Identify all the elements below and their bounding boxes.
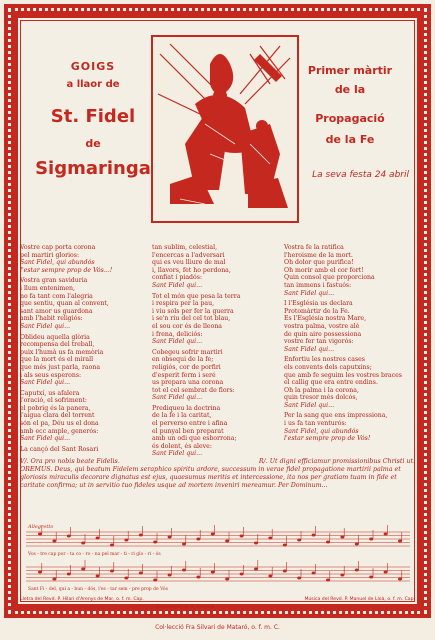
lyric-line-1: Vos - tre cap por - ta co - ro - na pel mar - ti - ri glo - ri - ós (28, 552, 161, 557)
verse-line: Caputxí, us afalera (20, 389, 80, 397)
verse-line: Enfortiu les nostres cases (284, 356, 365, 364)
verse-line: que amb fe seguim les vostres braces (284, 371, 402, 379)
verse-line: religiós, cor de porfiri (152, 363, 221, 371)
note-head (268, 575, 272, 578)
music-credit: Música del Revd. P. Manuel de Lloà, o. f. m. Cap. (304, 597, 415, 602)
stanza (20, 277, 148, 330)
collection-footer: Col·lecció Fra Silvari de Mataró, o. f. m. C. (155, 624, 280, 631)
verse-line: puix l'humà us fa memòria (20, 348, 104, 356)
verse-line: La cançó del Sant Rosari (20, 445, 99, 453)
music-notation (22, 520, 414, 594)
verse-line: l'estar sempre prop de Vós! (284, 435, 371, 443)
verse-line: són el pa, Déu us el dona (20, 420, 99, 428)
verse-column-2 (152, 244, 280, 461)
verse-line: amb un odi que esborrona; (152, 435, 237, 443)
verse-line: Sant Fidel qui... (20, 322, 71, 330)
note-head (124, 539, 128, 542)
verse-line: Sant Fidel qui... (152, 394, 203, 402)
note-head (182, 543, 186, 546)
note-head (139, 534, 143, 537)
stanza (152, 349, 280, 402)
tempo-mark: Allegretto (28, 524, 54, 530)
note-head (283, 544, 287, 547)
feast-date: La seva festa 24 abril (312, 170, 409, 180)
lyrics-credit: Lletra del Revd. P. Hilari d'Arenys de Mar, o. f. m. Cap. (20, 597, 144, 602)
verse-line: d'esperit ferm i seré (152, 371, 216, 379)
verse-line: i, llavors, fet ho perdona, (152, 266, 231, 274)
note-head (326, 579, 330, 582)
note-head (384, 533, 388, 536)
note-head (384, 571, 388, 574)
verse-line: Vostre cap porta corona (20, 244, 96, 251)
place-name: Sigmaringa (35, 158, 151, 179)
title-block (28, 60, 158, 179)
verses-section (20, 244, 415, 456)
goigs-heading: GOIGS (70, 60, 116, 73)
note-head (196, 576, 200, 579)
verse-line: i llum entenimen, (20, 284, 75, 292)
stanza (20, 244, 148, 274)
note-head (297, 539, 301, 542)
note-head (182, 569, 186, 572)
note-head (211, 571, 215, 574)
martyrdom-woodcut (150, 34, 300, 224)
verse-line: en obsequi de la fe; (152, 356, 214, 364)
note-head (355, 569, 359, 572)
note-head (81, 568, 85, 571)
note-head (268, 537, 272, 540)
verse-line: i us fa tan venturós: (284, 420, 347, 428)
verse-line: i viu sols per fer la guerra (152, 307, 234, 315)
note-head (312, 572, 316, 575)
note-head (139, 572, 143, 575)
note-head (355, 543, 359, 546)
note-head (153, 541, 157, 544)
note-head (398, 540, 402, 543)
subtitle-line1: Primer màrtir (307, 64, 393, 77)
a-llaor-de: a llaor de (66, 79, 120, 90)
verse-line: amb l'habit religiós: (20, 315, 83, 323)
subtitle-line4: de la Fe (325, 133, 375, 146)
verse-line: Sant Fidel, qui abundós (20, 259, 95, 267)
verse-line: el callig que era entre endins. (284, 379, 378, 387)
verse-line: no fa tant com l'alegria (20, 292, 93, 300)
verse-line: Es l'Església nostra Mare, (284, 315, 367, 323)
note-head (52, 578, 56, 581)
stanza (284, 356, 412, 409)
verse-line: l'encercas a l'adversari (152, 251, 225, 259)
stanza (20, 446, 148, 454)
note-head (283, 570, 287, 573)
verse-line: Oh la palma i la corona, (284, 386, 359, 394)
verse-line: que més just parla, raona (20, 363, 101, 371)
verse-line: Per la sang que ens impressiona, (284, 412, 388, 420)
note-head (124, 577, 128, 580)
verse-line: Sant Fidel qui... (284, 345, 335, 353)
verse-line: Oh morir amb el cor fort! (284, 266, 364, 274)
note-head (211, 533, 215, 536)
verse-line: és dolent, és aleve: (152, 442, 212, 450)
verse-line: amb ecc ample, generós: (20, 427, 99, 435)
verse-line: Sant Fidel qui... (284, 401, 335, 409)
note-head (168, 574, 172, 577)
note-head (369, 538, 373, 541)
note-head (340, 574, 344, 577)
note-head (369, 576, 373, 579)
note-head (38, 571, 42, 574)
verse-line: tan sublim, celestial, (152, 244, 218, 251)
stanza (284, 300, 412, 353)
note-head (225, 578, 229, 581)
note-head (38, 533, 42, 536)
note-head (254, 542, 258, 545)
response: R/. Ut digni efficiamur promissionibus Christi ut. (258, 458, 415, 465)
note-head (340, 536, 344, 539)
verse-line: Vostra gran saviduria (20, 277, 88, 285)
verse-line: Oh dolor que purifica! (284, 259, 354, 267)
verse-line: vostra palma, vostre alè (284, 322, 360, 330)
stanza (284, 412, 412, 442)
oremus-prayer: OREMUS. Deus, qui beatum Fidelem seraphico spiritu ardore, successum in verae fidel propagatione martirii palma et gloriosis miraculis decorare dignatus est ejus, quaesumus meritis et intercessione, ita nos per gratiam tuam in fide et caritate confirma; ut in servitio tuo fideles usque ad mortem inveniri mereamur. Per Dominum... (20, 466, 401, 489)
verse-line: Prediqueu la doctrina (152, 404, 221, 412)
verse-line: tot el cel sembrat de flors: (152, 386, 235, 394)
oration (20, 458, 415, 490)
note-head (110, 570, 114, 573)
verse-line: l'heroisme de la mort. (284, 251, 353, 259)
verse-line: de quin aire possessiona (284, 330, 362, 338)
verse-line: us prepara una corona (152, 379, 224, 387)
saint-name: St. Fidel (50, 106, 136, 127)
note-head (196, 538, 200, 541)
note-head (96, 537, 100, 540)
engraving-credit: Gravament de R. Padrosa (156, 605, 215, 610)
note-head (312, 534, 316, 537)
verse-line: pel martiri glorios: (20, 251, 80, 259)
stanza (20, 390, 148, 443)
verse-line: el pobrig és la panera, (20, 404, 91, 412)
verse-line: quin tresor més dolcós, (284, 394, 358, 402)
note-head (153, 579, 157, 582)
verse-line: Quin consol que proporciona (284, 274, 375, 282)
verse-line: l'estar sempre prop de Vós...! (20, 266, 113, 274)
subtitle-line3: Propagació (315, 112, 385, 125)
verse-line: i als seus esperons: (20, 371, 82, 379)
note-head (398, 578, 402, 581)
verse-line: I l'Església us declara (284, 300, 353, 308)
verse-line: el punyal ben preparat (152, 427, 224, 435)
de-word: de (85, 137, 101, 150)
stanza (20, 334, 148, 387)
stanza (152, 405, 280, 458)
stanza (284, 244, 412, 297)
verse-line: Sant Fidel qui... (20, 435, 71, 443)
verse-line: i frena, deliciós: (152, 330, 203, 338)
verse-column-1 (20, 244, 148, 456)
stanza (152, 293, 280, 346)
verse-line: Sant Fidel qui... (284, 289, 335, 297)
verse-line: de la fe i la caritat, (152, 412, 212, 420)
verse-line: Sant Fidel qui... (152, 281, 203, 289)
subtitle-line2: de la (334, 83, 366, 96)
note-head (254, 568, 258, 571)
verse-line: Cobegeu sofrir martiri (152, 348, 223, 356)
note-head (52, 540, 56, 543)
note-head (168, 536, 172, 539)
note-head (110, 544, 114, 547)
verse-line: i respira per la pau, (152, 300, 215, 308)
sheet-content (20, 20, 415, 610)
verse-column-3 (284, 244, 412, 446)
verse-line: recompensa del treball, (20, 341, 95, 349)
note-head (96, 575, 100, 578)
verse-line: Sant Fidel qui... (152, 450, 203, 458)
note-head (326, 541, 330, 544)
verse-line: Sant Fidel qui... (152, 338, 203, 346)
verse-line: Oblideu aquella glòria (20, 333, 90, 341)
subtitle-block (291, 64, 409, 146)
verse-line: Vostra fe la ratifica (284, 244, 344, 251)
verse-line: sant amor us guardona (20, 307, 93, 315)
note-head (240, 535, 244, 538)
verse-line: el sou cor és de lleona (152, 322, 222, 330)
verse-line: qui es veu lliure de mal (152, 259, 226, 267)
note-head (67, 573, 71, 576)
stanza (152, 244, 280, 290)
lyric-line-2: Sant Fi - del, qui a - bun - dós, l'es - tar sem - pre prop de Vós (28, 587, 168, 592)
verse-line: tan immens i fastuós: (284, 281, 352, 289)
verse-line: que sentiu, quan al convent, (20, 300, 109, 308)
verse-line: i se'n riu del cel tot blau, (152, 315, 231, 323)
verse-line: Tot el món que pesa la terra (152, 292, 241, 300)
note-head (240, 573, 244, 576)
verse-line: vostre fer tan vigorós: (284, 338, 354, 346)
verse-line: el perverso entre i afina (152, 420, 228, 428)
verse-line: Protomàrtir de la Fe. (284, 307, 350, 315)
credits (20, 597, 415, 610)
verse-line: Sant Fidel qui... (20, 379, 71, 387)
verse-line: l'aigua clara del torrent (20, 412, 95, 420)
verse-line: l'oració, el sofriment: (20, 397, 87, 405)
note-head (225, 540, 229, 543)
note-head (67, 535, 71, 538)
verse-line: Sant Fidel, qui abundós (284, 427, 359, 435)
verse-line: que la mort és el mirall (20, 356, 94, 364)
note-head (297, 577, 301, 580)
note-head (81, 542, 85, 545)
verse-line: confiat i piadós: (152, 274, 202, 282)
verse-line: els convents dels caputxins; (284, 363, 372, 371)
versicle: V/. Ora pro nobis beate Fidelis. (20, 458, 120, 465)
